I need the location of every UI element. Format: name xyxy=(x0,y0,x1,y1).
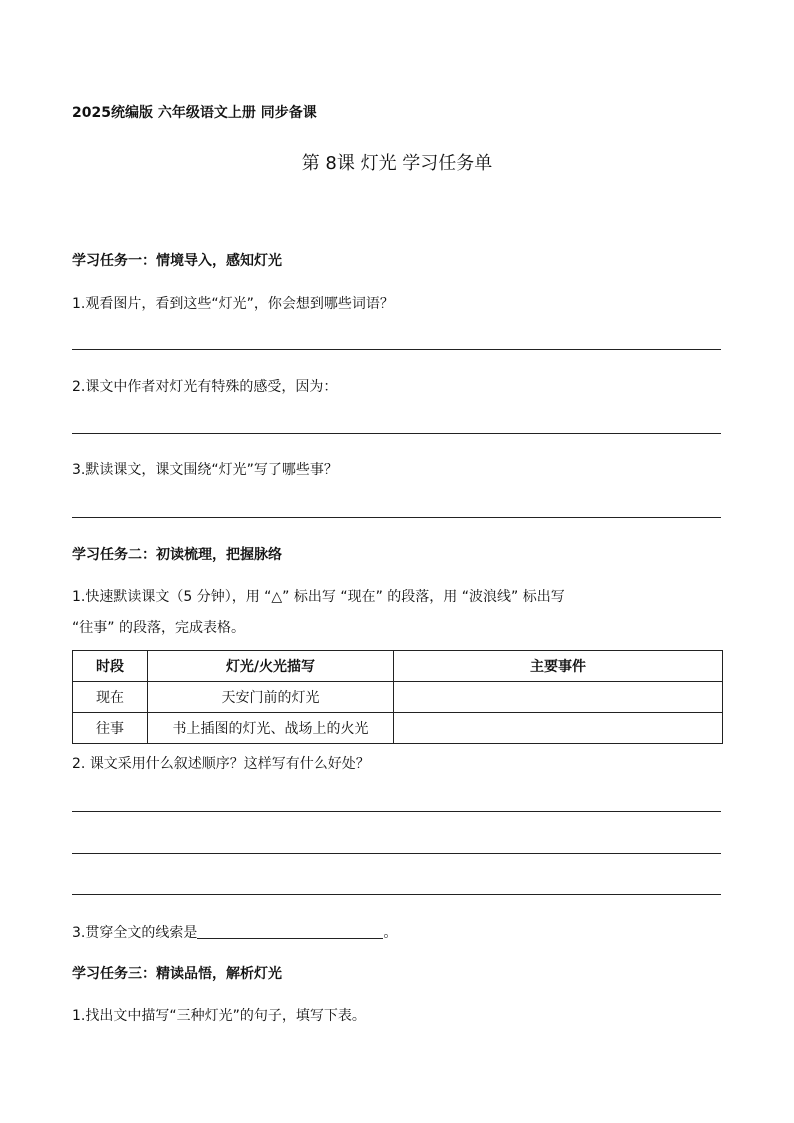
table-header-row xyxy=(73,651,723,682)
question-text: 3.贯穿全文的线索是 xyxy=(72,925,198,941)
task2-heading: 学习任务二：初读梳理，把握脉络 xyxy=(72,547,282,563)
table-cell-period: 往事 xyxy=(73,713,148,744)
task3-question-1: 1.找出文中描写“三种灯光”的句子，填写下表。 xyxy=(72,1008,366,1024)
table-cell-light: 书上插图的灯光、战场上的火光 xyxy=(148,713,394,744)
table-cell-period: 现在 xyxy=(73,682,148,713)
table-row xyxy=(73,682,723,713)
task1-question-2: 2.课文中作者对灯光有特殊的感受，因为： xyxy=(72,379,338,395)
answer-line[interactable] xyxy=(72,349,721,350)
answer-line[interactable] xyxy=(72,811,721,812)
document-header: 2025统编版 六年级语文上册 同步备课 xyxy=(72,105,317,121)
table-cell-event[interactable] xyxy=(394,682,723,713)
task2-question-1-line1: 1.快速默读课文（5 分钟），用 “△” 标出写 “现在” 的段落，用 “波浪线” 标出写 xyxy=(72,589,565,605)
task2-question-1-line2: “往事” 的段落，完成表格。 xyxy=(72,620,245,636)
answer-line[interactable] xyxy=(72,517,721,518)
task2-question-2: 2. 课文采用什么叙述顺序？这样写有什么好处？ xyxy=(72,756,370,772)
table-cell-event[interactable] xyxy=(394,713,723,744)
task2-question-3 xyxy=(72,922,397,942)
task1-question-1: 1.观看图片，看到这些“灯光”，你会想到哪些词语？ xyxy=(72,296,394,312)
page-title: 第 8课 灯光 学习任务单 xyxy=(301,153,493,174)
timeline-table xyxy=(72,650,723,744)
table-header-cell: 灯光/火光描写 xyxy=(148,651,394,682)
task1-heading: 学习任务一：情境导入，感知灯光 xyxy=(72,253,282,269)
task3-heading: 学习任务三：精读品悟，解析灯光 xyxy=(72,966,282,982)
blank-fill-line[interactable] xyxy=(197,924,383,939)
table-row xyxy=(73,713,723,744)
table-cell-light: 天安门前的灯光 xyxy=(148,682,394,713)
question-text-end: 。 xyxy=(383,925,398,941)
answer-line[interactable] xyxy=(72,894,721,895)
task1-question-3: 3.默读课文，课文围绕“灯光”写了哪些事？ xyxy=(72,462,338,478)
answer-line[interactable] xyxy=(72,433,721,434)
table-header-cell: 时段 xyxy=(73,651,148,682)
answer-line[interactable] xyxy=(72,853,721,854)
table-header-cell: 主要事件 xyxy=(394,651,723,682)
